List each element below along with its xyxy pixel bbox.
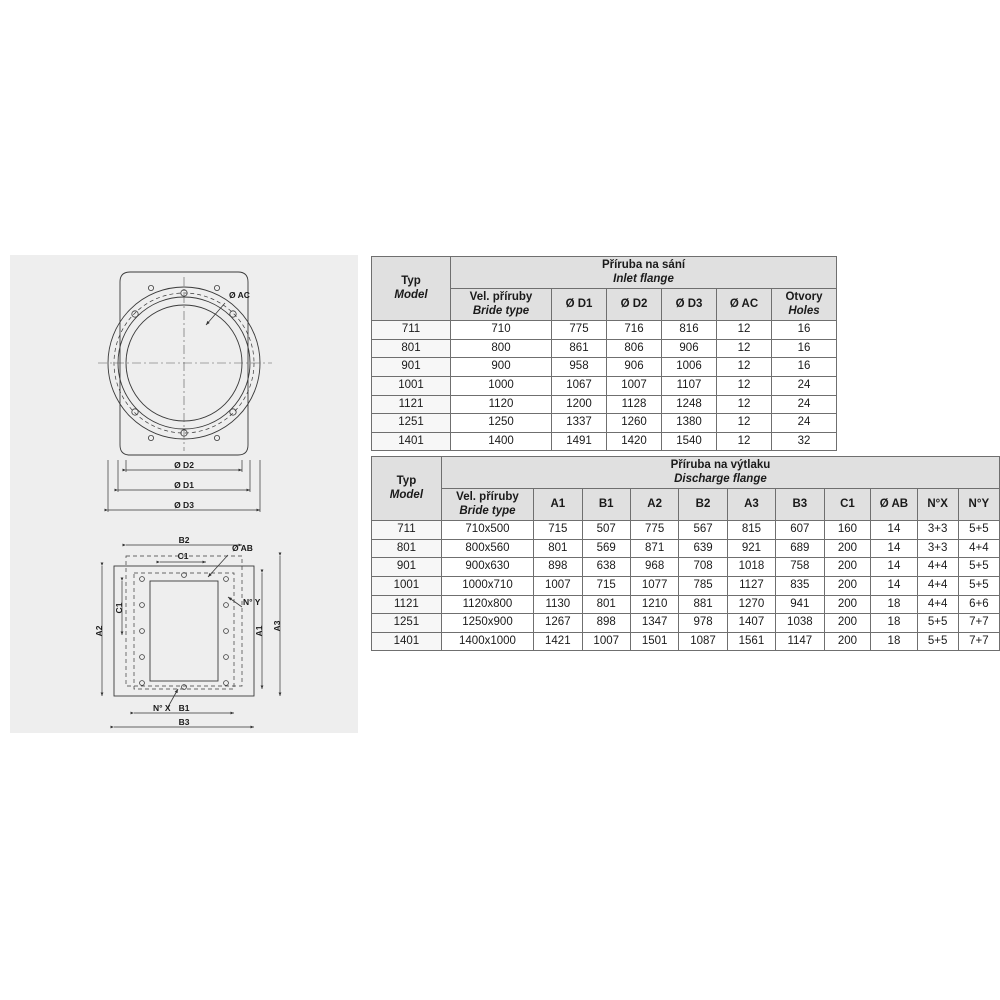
cell-holes: 16 [772, 321, 837, 340]
cell-bride: 1250 [451, 414, 552, 433]
cell-model: 1401 [372, 632, 442, 651]
inlet-col-holes-cz: Otvory [785, 291, 823, 304]
table-row [372, 395, 837, 414]
inlet-flange-table [371, 256, 837, 451]
cell-ny: 5+5 [958, 521, 999, 540]
cell-c1: 200 [824, 632, 871, 651]
cell-d1: 861 [552, 339, 607, 358]
cell-b3: 758 [776, 558, 824, 577]
label-a1: A1 [254, 625, 264, 637]
cell-ny: 6+6 [958, 595, 999, 614]
label-d-d3: Ø D3 [174, 500, 194, 510]
cell-model: 1121 [372, 595, 442, 614]
cell-holes: 24 [772, 376, 837, 395]
cell-model: 801 [372, 539, 442, 558]
cell-ny: 5+5 [958, 558, 999, 577]
cell-a2: 1501 [630, 632, 678, 651]
cell-a3: 921 [727, 539, 775, 558]
cell-nx: 5+5 [917, 632, 958, 651]
discharge-group-title-en: Discharge flange [674, 472, 767, 485]
cell-d1: 1337 [552, 414, 607, 433]
table-row [372, 339, 837, 358]
cell-c1: 200 [824, 576, 871, 595]
cell-ny: 5+5 [958, 576, 999, 595]
cell-a3: 1270 [727, 595, 775, 614]
table-row [372, 539, 1000, 558]
cell-bride: 800x560 [441, 539, 533, 558]
cell-a1: 1130 [534, 595, 582, 614]
table-row [372, 558, 1000, 577]
cell-b2: 978 [679, 614, 727, 633]
cell-b1: 801 [582, 595, 630, 614]
cell-d3: 1107 [662, 376, 717, 395]
inlet-header-row-1 [372, 257, 837, 289]
cell-d3: 1248 [662, 395, 717, 414]
cell-ac: 12 [717, 395, 772, 414]
cell-bride: 710 [451, 321, 552, 340]
inlet-col-model-en: Model [394, 288, 428, 301]
cell-holes: 24 [772, 395, 837, 414]
cell-holes: 24 [772, 414, 837, 433]
label-d-ac: Ø AC [229, 290, 250, 300]
cell-b3: 607 [776, 521, 824, 540]
cell-d3: 1540 [662, 432, 717, 451]
inlet-group-title-cz: Příruba na sání [601, 259, 686, 271]
table-row [372, 376, 837, 395]
cell-a3: 1018 [727, 558, 775, 577]
table-row [372, 358, 837, 377]
discharge-col-model-cz: Typ [396, 475, 417, 488]
cell-bride: 1400 [451, 432, 552, 451]
inlet-table-body [372, 321, 837, 451]
discharge-col-c1: C1 [824, 489, 871, 521]
discharge-col-a2: A2 [630, 489, 678, 521]
discharge-col-a3: A3 [727, 489, 775, 521]
cell-b2: 1087 [679, 632, 727, 651]
cell-d3: 1380 [662, 414, 717, 433]
cell-b3: 689 [776, 539, 824, 558]
cell-nx: 4+4 [917, 558, 958, 577]
cell-b1: 1007 [582, 632, 630, 651]
cell-holes: 32 [772, 432, 837, 451]
cell-ab: 18 [871, 614, 917, 633]
cell-b3: 835 [776, 576, 824, 595]
cell-ny: 7+7 [958, 614, 999, 633]
cell-ab: 18 [871, 632, 917, 651]
cell-model: 1121 [372, 395, 451, 414]
label-a2: A2 [94, 625, 104, 637]
cell-holes: 16 [772, 339, 837, 358]
inlet-col-d2: Ø D2 [607, 289, 662, 321]
cell-d1: 1200 [552, 395, 607, 414]
cell-c1: 160 [824, 521, 871, 540]
cell-model: 1001 [372, 576, 442, 595]
inlet-col-bride [451, 289, 552, 321]
cell-d3: 816 [662, 321, 717, 340]
cell-ac: 12 [717, 339, 772, 358]
cell-c1: 200 [824, 614, 871, 633]
cell-ny: 7+7 [958, 632, 999, 651]
cell-ab: 14 [871, 521, 917, 540]
table-row [372, 595, 1000, 614]
cell-d2: 806 [607, 339, 662, 358]
cell-nx: 4+4 [917, 576, 958, 595]
cell-model: 1401 [372, 432, 451, 451]
cell-bride: 900x630 [441, 558, 533, 577]
cell-d3: 906 [662, 339, 717, 358]
cell-a3: 1561 [727, 632, 775, 651]
cell-bride: 710x500 [441, 521, 533, 540]
cell-holes: 16 [772, 358, 837, 377]
discharge-col-model [372, 457, 442, 521]
label-c1-left: C1 [114, 602, 124, 614]
discharge-col-b3: B3 [776, 489, 824, 521]
cell-d2: 1128 [607, 395, 662, 414]
discharge-col-ab: Ø AB [871, 489, 917, 521]
cell-model: 1251 [372, 614, 442, 633]
cell-ac: 12 [717, 414, 772, 433]
cell-bride: 1120x800 [441, 595, 533, 614]
cell-bride: 1250x900 [441, 614, 533, 633]
cell-a1: 1421 [534, 632, 582, 651]
cell-a2: 1077 [630, 576, 678, 595]
cell-model: 901 [372, 358, 451, 377]
cell-ab: 14 [871, 558, 917, 577]
cell-model: 901 [372, 558, 442, 577]
cell-bride: 1000 [451, 376, 552, 395]
cell-model: 801 [372, 339, 451, 358]
cell-model: 1251 [372, 414, 451, 433]
cell-d1: 1067 [552, 376, 607, 395]
inlet-col-d1: Ø D1 [552, 289, 607, 321]
inlet-group-title [451, 257, 837, 289]
inlet-col-holes [772, 289, 837, 321]
cell-b3: 941 [776, 595, 824, 614]
cell-b2: 785 [679, 576, 727, 595]
cell-d2: 1420 [607, 432, 662, 451]
inlet-col-holes-en: Holes [788, 304, 820, 317]
discharge-header-row-2 [372, 489, 1000, 521]
cell-ny: 4+4 [958, 539, 999, 558]
cell-d2: 1260 [607, 414, 662, 433]
cell-model: 711 [372, 321, 451, 340]
cell-a2: 968 [630, 558, 678, 577]
table-row [372, 432, 837, 451]
cell-bride: 1120 [451, 395, 552, 414]
cell-a1: 715 [534, 521, 582, 540]
cell-nx: 3+3 [917, 521, 958, 540]
cell-model: 1001 [372, 376, 451, 395]
cell-b2: 881 [679, 595, 727, 614]
discharge-col-ny: N°Y [958, 489, 999, 521]
label-c1-top: C1 [177, 551, 189, 561]
discharge-group-title-cz: Příruba na výtlaku [670, 459, 771, 471]
cell-a2: 1210 [630, 595, 678, 614]
flange-drawing [10, 255, 358, 733]
inlet-col-ac: Ø AC [717, 289, 772, 321]
cell-d2: 1007 [607, 376, 662, 395]
label-n-x: N° X [153, 703, 171, 713]
cell-d1: 1491 [552, 432, 607, 451]
cell-model: 711 [372, 521, 442, 540]
label-b3: B3 [178, 717, 190, 727]
cell-ac: 12 [717, 376, 772, 395]
table-row [372, 576, 1000, 595]
cell-a3: 815 [727, 521, 775, 540]
label-d-d2: Ø D2 [174, 460, 194, 470]
inlet-col-model-cz: Typ [401, 275, 421, 288]
inlet-table-head [372, 257, 837, 321]
discharge-col-nx: N°X [917, 489, 958, 521]
label-d-ab: Ø AB [232, 543, 253, 553]
discharge-col-b1: B1 [582, 489, 630, 521]
cell-nx: 4+4 [917, 595, 958, 614]
label-b1: B1 [178, 703, 190, 713]
inlet-col-model [372, 257, 451, 321]
cell-ac: 12 [717, 432, 772, 451]
cell-a3: 1127 [727, 576, 775, 595]
cell-d3: 1006 [662, 358, 717, 377]
cell-a1: 898 [534, 558, 582, 577]
cell-a2: 871 [630, 539, 678, 558]
discharge-flange-table [371, 456, 1000, 651]
discharge-col-model-en: Model [389, 488, 424, 501]
discharge-table-body [372, 521, 1000, 651]
technical-drawing-panel [10, 255, 358, 733]
cell-b2: 567 [679, 521, 727, 540]
cell-bride: 800 [451, 339, 552, 358]
cell-a2: 1347 [630, 614, 678, 633]
inlet-col-bride-en: Bride type [472, 304, 530, 317]
label-n-y: N° Y [243, 597, 261, 607]
discharge-col-b2: B2 [679, 489, 727, 521]
inlet-col-bride-cz: Vel. příruby [469, 291, 533, 304]
cell-b1: 507 [582, 521, 630, 540]
label-a3: A3 [272, 620, 282, 632]
cell-b3: 1038 [776, 614, 824, 633]
discharge-col-bride [441, 489, 533, 521]
cell-c1: 200 [824, 539, 871, 558]
table-row [372, 321, 837, 340]
cell-b1: 638 [582, 558, 630, 577]
cell-ab: 14 [871, 576, 917, 595]
cell-c1: 200 [824, 595, 871, 614]
cell-ac: 12 [717, 321, 772, 340]
table-row [372, 414, 837, 433]
discharge-table-head [372, 457, 1000, 521]
discharge-group-title [441, 457, 999, 489]
cell-d1: 775 [552, 321, 607, 340]
cell-bride: 1000x710 [441, 576, 533, 595]
cell-a1: 1267 [534, 614, 582, 633]
label-b2: B2 [178, 535, 190, 545]
cell-ab: 14 [871, 539, 917, 558]
cell-b1: 715 [582, 576, 630, 595]
cell-a3: 1407 [727, 614, 775, 633]
cell-a1: 1007 [534, 576, 582, 595]
cell-a1: 801 [534, 539, 582, 558]
inlet-group-title-en: Inlet flange [613, 272, 674, 285]
cell-b3: 1147 [776, 632, 824, 651]
cell-b1: 569 [582, 539, 630, 558]
label-d-d1: Ø D1 [174, 480, 194, 490]
cell-b2: 708 [679, 558, 727, 577]
discharge-col-a1: A1 [534, 489, 582, 521]
cell-ab: 18 [871, 595, 917, 614]
cell-a2: 775 [630, 521, 678, 540]
cell-b1: 898 [582, 614, 630, 633]
table-row [372, 521, 1000, 540]
cell-nx: 3+3 [917, 539, 958, 558]
cell-bride: 900 [451, 358, 552, 377]
cell-b2: 639 [679, 539, 727, 558]
discharge-col-bride-en: Bride type [459, 504, 516, 517]
discharge-col-bride-cz: Vel. příruby [456, 491, 519, 504]
cell-nx: 5+5 [917, 614, 958, 633]
cell-d2: 716 [607, 321, 662, 340]
cell-c1: 200 [824, 558, 871, 577]
cell-d1: 958 [552, 358, 607, 377]
cell-d2: 906 [607, 358, 662, 377]
inlet-col-d3: Ø D3 [662, 289, 717, 321]
table-row [372, 632, 1000, 651]
cell-ac: 12 [717, 358, 772, 377]
discharge-header-row-1 [372, 457, 1000, 489]
table-row [372, 614, 1000, 633]
cell-bride: 1400x1000 [441, 632, 533, 651]
